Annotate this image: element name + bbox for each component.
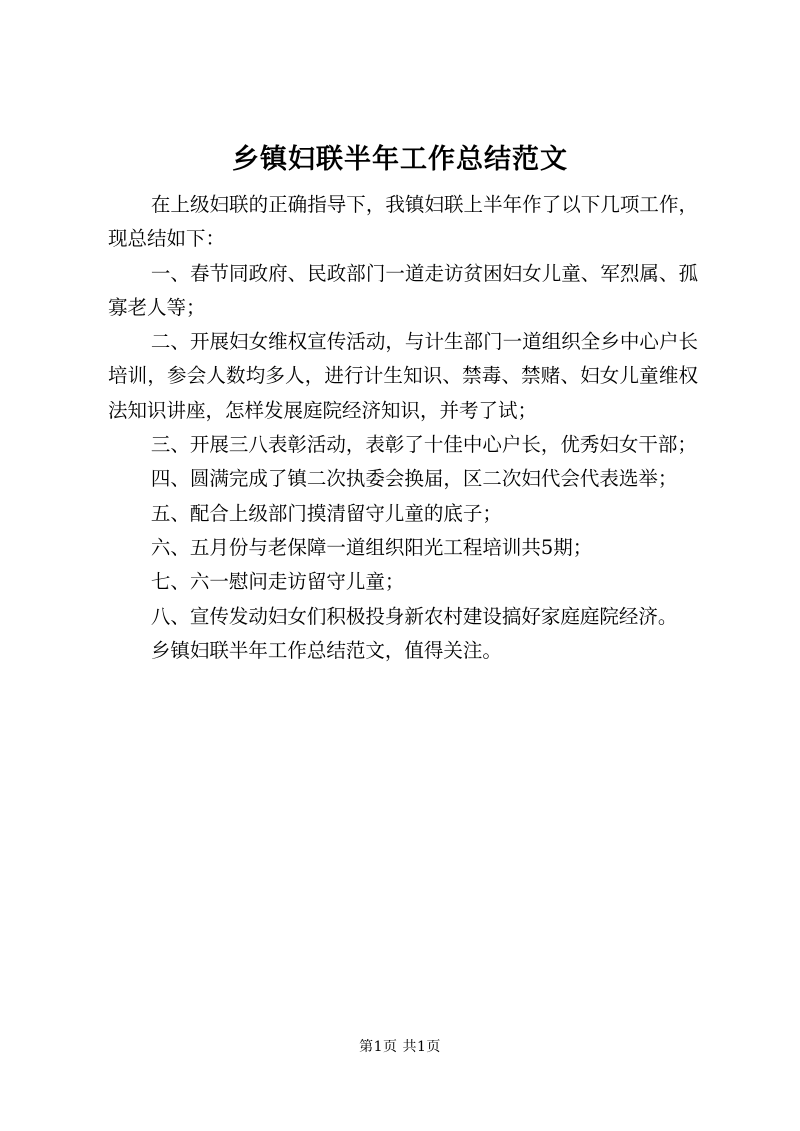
document-body	[108, 188, 698, 668]
item-paragraph-2: 二、开展妇女维权宣传活动，与计生部门一道组织全乡中心户长培训，参会人数均多人，进行计生知识、禁毒、禁赌、妇女儿童维权法知识讲座，怎样发展庭院经济知识，并考了试；	[108, 330, 698, 422]
item-paragraph-3: 三、开展三八表彰活动，表彰了十佳中心户长，优秀妇女干部；	[150, 433, 697, 457]
page-number-footer: 第1页 共1页	[359, 1039, 441, 1055]
item-paragraph-4: 四、圆满完成了镇二次执委会换届，区二次妇代会代表选举；	[150, 467, 678, 491]
document-title: 乡镇妇联半年工作总结范文	[232, 144, 568, 175]
item-paragraph-6: 六、五月份与老保障一道组织阳光工程培训共5期；	[150, 535, 593, 559]
intro-paragraph: 在上级妇联的正确指导下，我镇妇联上半年作了以下几项工作，现总结如下：	[108, 193, 698, 251]
closing-paragraph: 乡镇妇联半年工作总结范文，值得关注。	[150, 638, 502, 662]
item-paragraph-5: 五、配合上级部门摸清留守儿童的底子；	[150, 501, 502, 525]
item-paragraph-8: 八、宣传发动妇女们积极投身新农村建设搞好家庭庭院经济。	[150, 604, 678, 628]
item-paragraph-1: 一、春节同政府、民政部门一道走访贫困妇女儿童、军烈属、孤寡老人等；	[108, 261, 698, 319]
item-paragraph-7: 七、六一慰问走访留守儿童；	[150, 570, 405, 594]
